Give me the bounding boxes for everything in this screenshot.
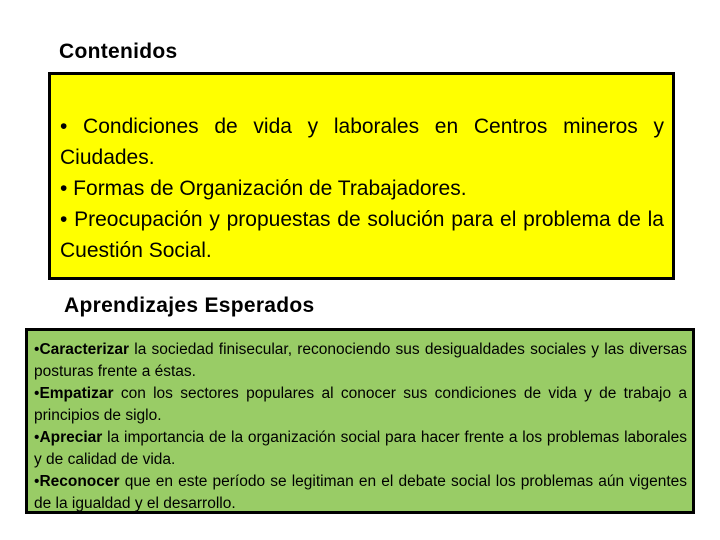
aprendizaje-text: la importancia de la organización social para hacer frente a los problemas laborales y de calidad de vida. [34,429,687,468]
bullet: • [34,429,40,446]
aprendizaje-verb: Caracterizar [39,341,130,358]
aprendizaje-verb: Reconocer [39,473,120,490]
contenidos-item: • Formas de Organización de Trabajadores. [60,177,467,200]
aprendizaje-item [34,383,687,427]
aprendizajes-heading: Aprendizajes Esperados [64,294,315,317]
aprendizaje-item [34,471,687,515]
contenidos-heading: Contenidos [59,40,178,63]
bullet: • [34,341,40,358]
contenidos-item: • Preocupación y propuestas de solución para el problema de la Cuestión Social. [60,208,664,262]
bullet: • [34,473,40,490]
contenidos-item: • Condiciones de vida y laborales en Centros mineros y Ciudades. [60,115,664,169]
aprendizaje-verb: Empatizar [39,385,114,402]
aprendizaje-text: la sociedad finisecular, reconociendo sus desigualdades sociales y las diversas posturas frente a éstas. [34,341,687,380]
aprendizajes-box [25,328,695,514]
aprendizaje-verb: Apreciar [39,429,103,446]
aprendizaje-text: con los sectores populares al conocer sus condiciones de vida y de trabajo a principios de siglo. [34,385,687,424]
contenidos-box [48,72,675,280]
bullet: • [34,385,40,402]
aprendizaje-text: que en este período se legitiman en el debate social los problemas aún vigentes de la igualdad y el desarrollo. [34,473,687,512]
aprendizaje-item [34,339,687,383]
aprendizaje-item [34,427,687,471]
